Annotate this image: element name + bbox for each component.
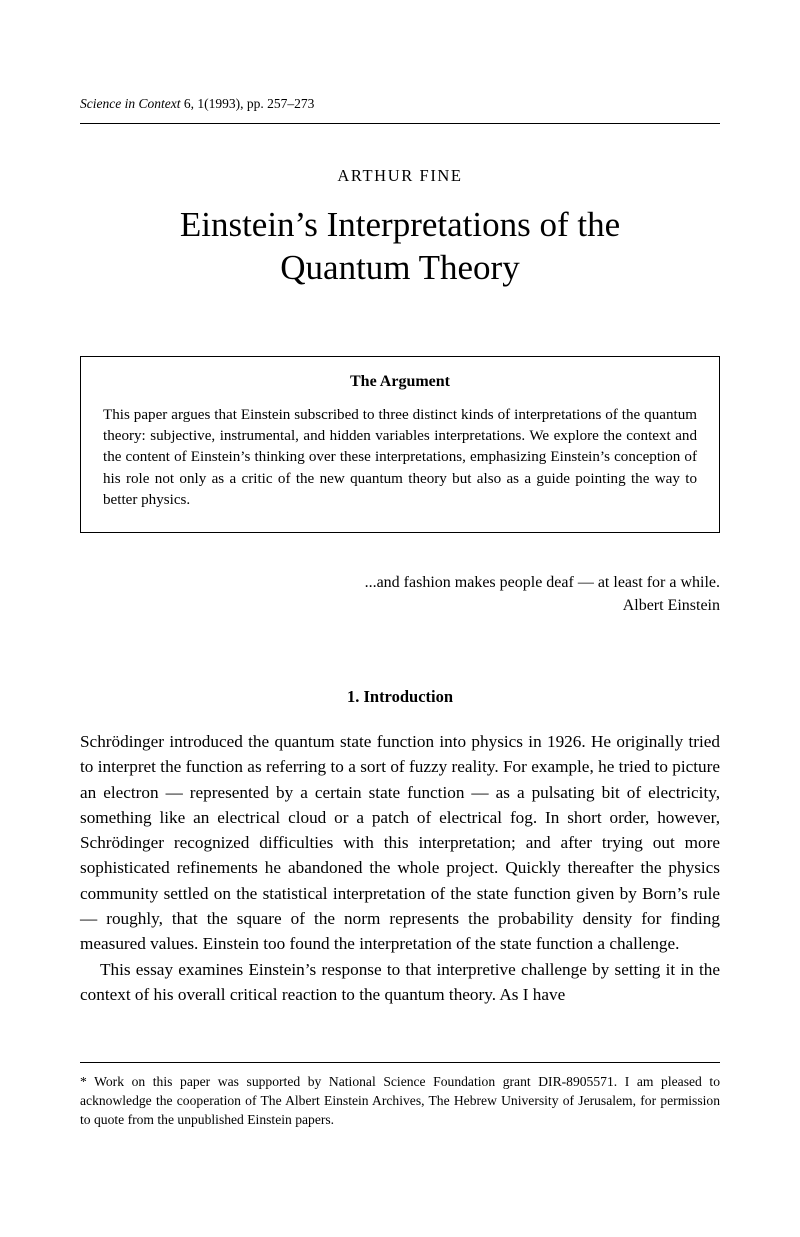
- title-line-1: Einstein’s Interpretations of the: [179, 205, 621, 245]
- journal-citation: 6, 1(1993), pp. 257–273: [180, 96, 315, 111]
- running-head: [80, 96, 720, 112]
- paragraph-1: Schrödinger introduced the quantum state function into physics in 1926. He originally tried to interpret the function as referring to a sort of fuzzy reality. For example, he tried to picture an electron — represented by a certain state function — as a pulsating bit of electricity, something like an electrical cloud or a patch of electrical fog. In short order, however, Schrödinger recognized difficulties with this interpretation; and after trying out more sophisticated refinements he abandoned the whole project. Quickly thereafter the physics community settled on the statistical interpretation of the state function given by Born’s rule — roughly, that the square of the norm represents the probability density for finding measured values. Einstein too found the interpretation of the state function a challenge.: [80, 732, 720, 954]
- abstract-box: [80, 356, 720, 533]
- page-content: [80, 0, 720, 1007]
- header-rule: [80, 123, 720, 124]
- footnote-text: * Work on this paper was supported by National Science Foundation grant DIR-8905571. I am pleased to acknowledge the cooperation of The Albert Einstein Archives, The Hebrew University of Jerusalem, for permission to quote from the unpublished Einstein papers.: [80, 1074, 720, 1127]
- abstract-text: This paper argues that Einstein subscribed to three distinct kinds of interpretations of the quantum theory: subjective, instrumental, and hidden variables interpretations. We explore the context and the content of Einstein’s thinking over these interpretations, emphasizing Einstein’s conception of his role not only as a critic of the new quantum theory but also as a guide pointing the way to better physics.: [103, 406, 697, 509]
- title-line-2: Quantum Theory: [280, 247, 520, 287]
- footnote-rule: [80, 1062, 720, 1063]
- page-title: [80, 204, 720, 289]
- epigraph-quote: ...and fashion makes people deaf — at least for a while.: [364, 573, 720, 591]
- epigraph-attribution: Albert Einstein: [622, 596, 720, 614]
- epigraph: [80, 571, 720, 617]
- section-heading-introduction: 1. Introduction: [346, 687, 454, 707]
- paragraph-2: This essay examines Einstein’s response to that interpretive challenge by setting it in the context of his overall critical reaction to the quantum theory. As I have: [80, 959, 720, 1004]
- body-text: [80, 729, 720, 1007]
- journal-name: Science in Context: [80, 96, 181, 111]
- article-author: ARTHUR FINE: [337, 166, 463, 186]
- abstract-heading: The Argument: [350, 372, 450, 390]
- footnote: [80, 1073, 720, 1129]
